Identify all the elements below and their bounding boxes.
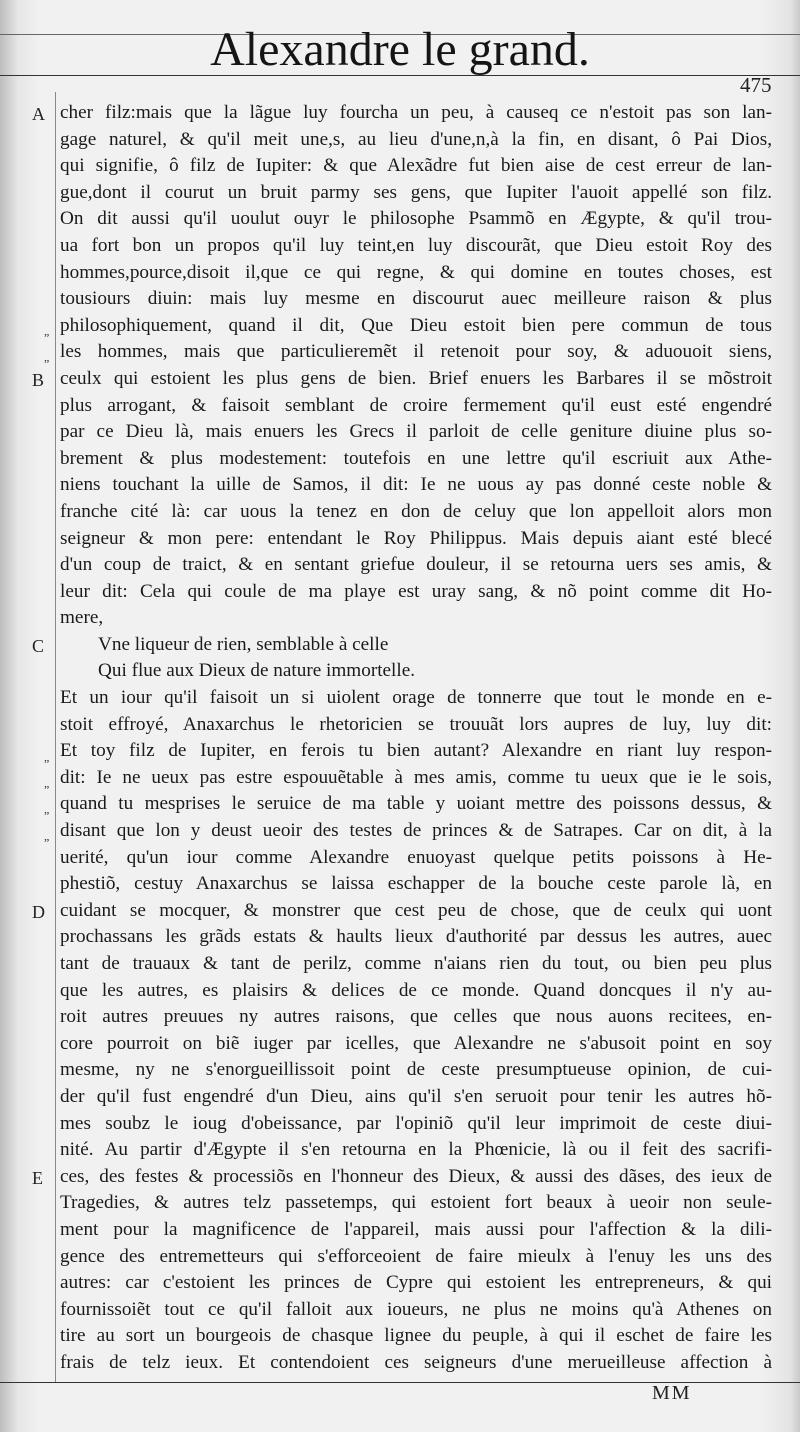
running-title: Alexandre le grand. <box>210 23 590 76</box>
margin-rule <box>55 92 56 1382</box>
text-line: par ce Dieu là, mais enuers les Grecs il parloit de celle geniture diuine plus so- <box>60 421 772 443</box>
text-line: gue,dont il courut un bruit parmy ses gens, que Iupiter l'auoit appellé son filz. <box>60 181 772 203</box>
text-line: autres: car c'estoient les princes de Cypre qui estoient les entrepreneurs, & qui <box>60 1272 772 1294</box>
text-line: cher filz:mais que la lãgue luy fourcha un peu, à causeq ce n'estoit pas son lan- <box>60 102 772 123</box>
text-line: leur dit: Cela qui coule de ma playe est uray sang, & nõ point comme dit Ho- <box>60 580 772 602</box>
text-line: roit autres preuues ny autres raisons, que celles que nous auons recitees, en- <box>60 1006 772 1028</box>
margin-letter-c: C <box>32 636 45 656</box>
text-line: mesme, ny ne s'enorgueillissoit point de ceste presumptueuse opinion, de cui- <box>60 1059 772 1081</box>
text-line: dit: Ie ne ueux pas estre espouuẽtable à mes amis, comme tu ueux que ie le sois, <box>60 766 772 788</box>
text-line: cuidant se mocquer, & monstrer que cest peu de chose, que de ceulx qui uont <box>60 899 772 921</box>
text-line: phestiõ, cestuy Anaxarchus se laissa eschapper de la bouche ceste parole là, en <box>60 873 772 895</box>
text-line: der qu'il fust engendré d'un Dieu, ains qu'il s'en seruoit pour tenir les autres hõ- <box>60 1085 772 1107</box>
margin-letter-e: E <box>32 1168 43 1188</box>
text-line: Et toy filz de Iupiter, en ferois tu bien autant? Alexandre en riant luy respon- <box>60 740 772 762</box>
text-line: ces, des festes & processiõs en l'honneur des Dieux, & aussi des dãses, des ieux de <box>60 1165 772 1187</box>
text-line: qui signifie, ô filz de Iupiter: & que Alexãdre fut bien aise de cest erreur de lan- <box>60 155 772 177</box>
text-line: stoit effroyé, Anaxarchus le rhetoricien se trouuãt lors aupres de luy, luy dit: <box>60 713 772 735</box>
quote-mark: „ <box>44 776 50 790</box>
text-line: niens touchant la uille de Samos, il dit: Ie ne uous ay pas donné ceste noble & <box>60 474 772 496</box>
text-line: On dit aussi qu'il uoulut ouyr le philosophe Psammõ en Ægypte, & qu'il trou- <box>60 208 772 230</box>
header-rule <box>0 75 800 76</box>
text-line: tant de trauaux & tant de perilz, comme n'aians rien du tout, ou bien peu plus <box>60 953 772 974</box>
quote-mark: „ <box>44 750 50 764</box>
text-line: seigneur & mon pere: entendant le Roy Philippus. Mais depuis aiant esté blecé <box>60 527 772 549</box>
text-line: que les autres, es plaisirs & delices de ce monde. Quand doncques il n'y au- <box>60 979 772 1001</box>
text-line: uerité, qu'un iour comme Alexandre enuoyast quelque petits poissons à He- <box>60 846 772 868</box>
margin-letter-b: B <box>32 370 45 390</box>
text-line: quand tu mesprises le seruice de ma table y uoiant mettre des poissons dessus, & <box>60 793 772 815</box>
margin-letter-d: D <box>32 902 45 922</box>
text-line: hommes,pource,disoit il,que ce qui regne, & qui domine en toutes choses, est <box>60 261 772 283</box>
text-line: gage naturel, & qu'il meit une,s, au lieu d'une,n,à la fin, en disant, ô Pai Dios, <box>60 128 772 150</box>
text-line: core pourroit on biẽ iuger par icelles, que Alexandre ne s'abusoit point en soy <box>60 1032 772 1054</box>
margin-letter-a: A <box>32 104 45 124</box>
text-line: franche cité là: car uous la tenez en don de celuy que lon appelloit alors mon <box>60 500 772 522</box>
text-line: ceulx qui estoient les plus gens de bien. Brief enuers les Barbares il se mõstroit <box>60 367 772 389</box>
text-line: mes soubz le ioug d'obeissance, par l'opiniõ qu'il leur imprimoit de ceste diui- <box>60 1112 772 1134</box>
text-line: les hommes, mais que particulieremẽt il retenoit pour soy, & aduouoit siens, <box>60 341 772 363</box>
text-line: brement & plus modestement: toutefois en une lettre qu'il escriuit aux Athe- <box>60 447 772 469</box>
text-line: ua fort bon un propos qu'il luy teint,en luy discourãt, que Dieu estoit Roy des <box>60 234 772 256</box>
text-line: fournissoiẽt tout ce qu'il falloit aux ioueurs, ne plus ne moins qu'à Athenes on <box>60 1298 772 1320</box>
body-text <box>60 100 772 1403</box>
text-line: mere, <box>60 607 104 629</box>
quote-mark: „ <box>44 802 50 816</box>
text-line: Et un iour qu'il faisoit un si uiolent orage de tonnerre que tout le monde en e- <box>60 687 772 709</box>
text-line: tire au sort un bourgeois de chasque lignee du peuple, à qui il eschet de faire les <box>60 1325 772 1347</box>
text-line: prochassans les grãds estats & haults lieux d'authorité par dessus les autres, auec <box>60 926 772 948</box>
verse-line: Qui flue aux Dieux de nature immortelle. <box>98 660 416 682</box>
text-line: tousiours diuin: mais luy mesme en discourut auec meilleure raison & plus <box>60 288 772 310</box>
text-line: Tragedies, & autres telz passetemps, qui estoient fort beaux à ueoir non seule- <box>60 1192 772 1214</box>
text-line: frais de telz ieux. Et contendoient ces seigneurs d'une merueilleuse affection à <box>60 1351 772 1373</box>
text-line: d'un coup de traict, & en sentant griefue douleur, il se retourna uers ses amis, & <box>60 554 772 576</box>
quote-mark: „ <box>44 324 50 338</box>
verse-line: Vne liqueur de rien, semblable à celle <box>98 633 389 655</box>
text-line: philosophiquement, quand il dit, Que Dieu estoit bien pere commun de tous <box>60 314 772 336</box>
quote-mark: „ <box>44 350 50 364</box>
signature-mark: MM <box>652 1382 692 1404</box>
text-line: gence des entremetteurs qui s'efforceoient de faire mieulx à l'enuy les uns des <box>60 1245 772 1267</box>
page-number: 475 <box>740 73 772 97</box>
text-line: plus arrogant, & faisoit semblant de croire fermement qu'il eust esté engendré <box>60 394 772 416</box>
quote-mark: „ <box>44 829 50 843</box>
text-line: ment pour la magnificence de l'appareil, mais aussi pour l'affection & la dili- <box>60 1218 772 1240</box>
text-line: disant que lon y deust ueoir des testes de princes & de Satrapes. Car on dit, à la <box>60 820 772 842</box>
text-line: nité. Au partir d'Ægypte il s'en retourna en la Phœnicie, là ou il feit des sacrifi- <box>60 1139 772 1161</box>
